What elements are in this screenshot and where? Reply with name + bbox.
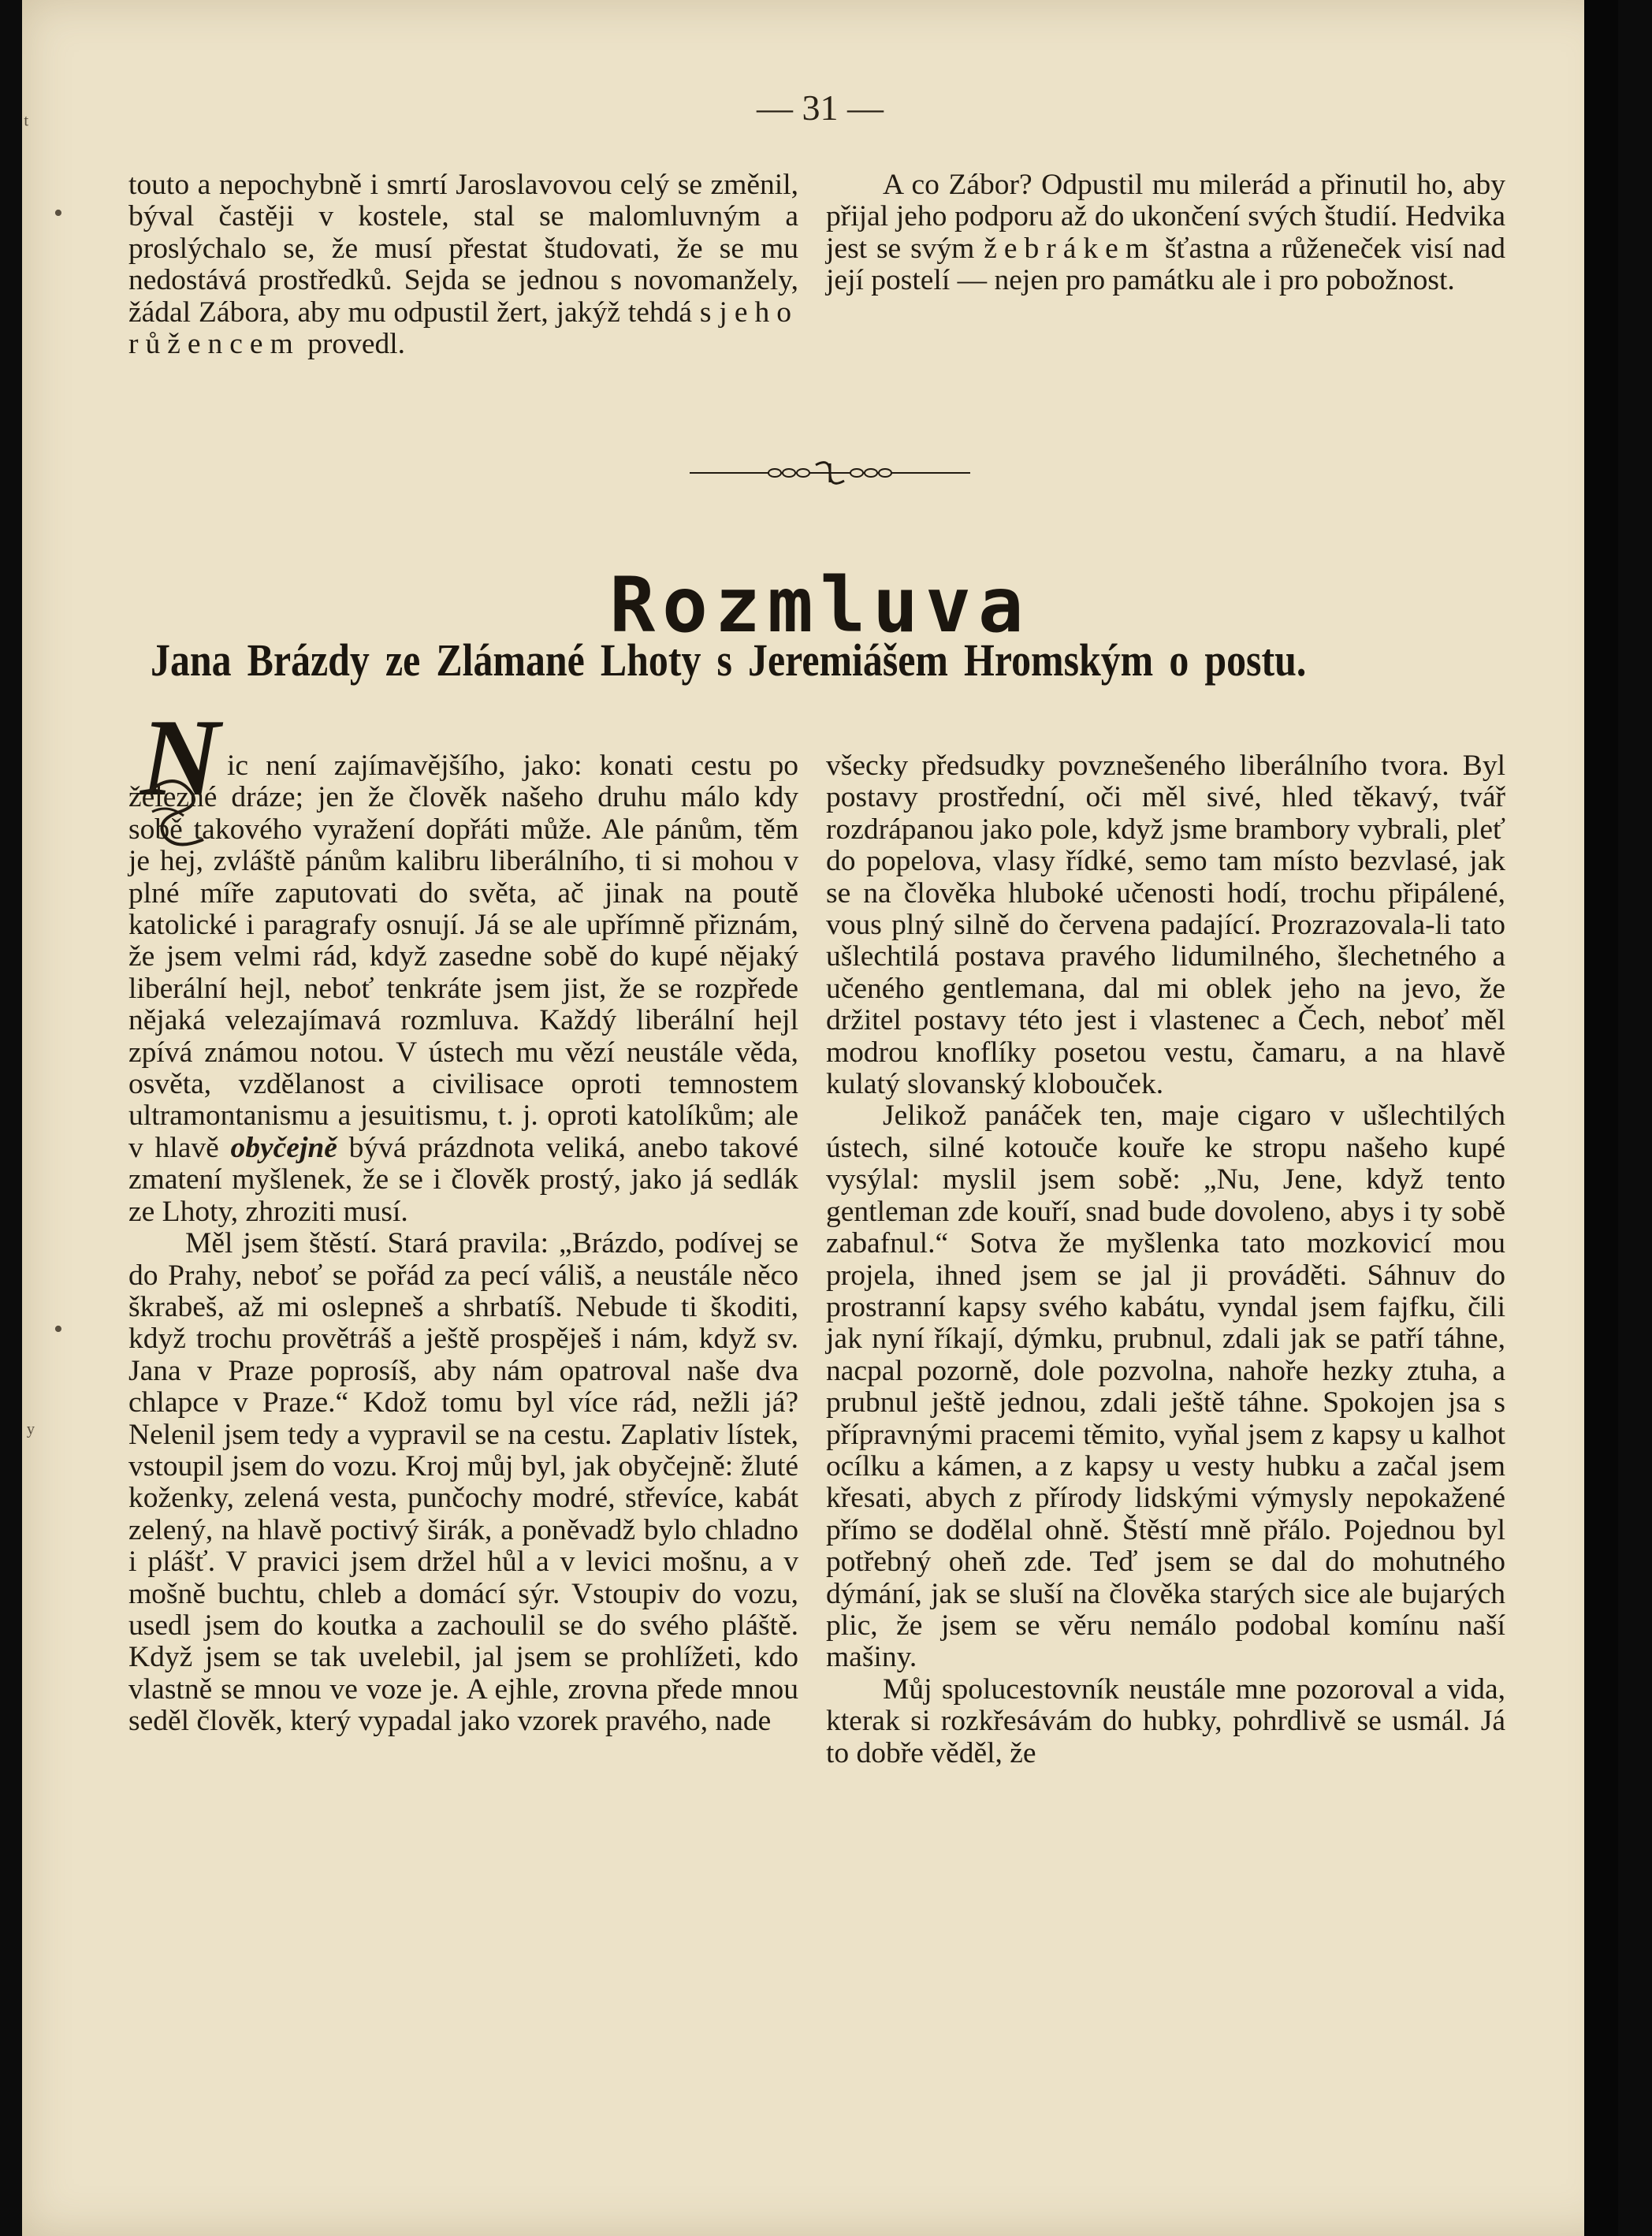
paragraph bbox=[128, 169, 798, 360]
spaced-word: žebrákem bbox=[984, 232, 1155, 265]
book-page bbox=[22, 0, 1618, 2236]
article-title: Rozmluva bbox=[609, 561, 1031, 649]
top-right-column bbox=[826, 169, 1505, 297]
paragraph: Měl jsem štěstí. Stará pravila: „Brázdo, podívej se do Prahy, neboť se pořád za pecí váliš, a neustále něco škrabeš, až mi oslepneš a shrbatíš. Nebude ti škoditi, když trochu provětráš a ještě prospěješ i nám, když sv. Jana v Praze poprosíš, aby nám opatroval naše dva chlapce v Praze.“ Kdož tomu byl více rád, nežli já? Nelenil jsem tedy a vypravil se na cestu. Zaplativ lístek, vstoupil jsem do vozu. Kroj můj byl, jak obyčejně: žluté koženky, zelená vesta, punčochy modré, střevíce, kabát zelený, na hlavě poctivý širák, a poněvadž bylo chladno i plášť. V pravici jsem držel hůl a v levici mošnu, a v mošně buchtu, chleb a domácí sýr. Vstoupiv do vozu, usedl jsem do koutka a zachoulil se do svého pláště. Když jsem se tak uvelebil, jal jsem se prohlížeti, kdo vlastně se mnou ve voze je. A ejhle, zrovna předе mnou seděl člověk, který vypadal jako vzorek pravého, nade bbox=[128, 1227, 798, 1738]
paragraph: Můj spolucestovník neustále mne pozoroval a vida, kterak si rozkřesávám do hubky, pohrdlivě se usmál. Já to dobře věděl, že bbox=[826, 1672, 1505, 1769]
article-subtitle: Jana Brázdy ze Zlámané Lhoty s Jeremiášem Hromským o postu. bbox=[151, 634, 1307, 686]
margin-mark: ʸ bbox=[27, 1419, 35, 1448]
section-divider-ornament bbox=[690, 459, 970, 487]
paragraph bbox=[826, 169, 1505, 297]
text-run: A co Zábor? Odpustil mu milerád a přinutil ho, aby přijal jeho podporu až do ukončení svých študií. Hedvika jest se svým bbox=[826, 169, 1505, 265]
top-left-column bbox=[128, 169, 798, 360]
left-column bbox=[128, 750, 798, 1738]
spaced-word: jeho bbox=[719, 296, 798, 329]
drop-cap: N bbox=[140, 697, 221, 819]
paragraph: Jelikož panáček ten, maje cigaro v ušlechtilých ústech, silné kotouče kouře ke stropu našeho kupé vysýlal: myslil jsem sobě: „Nu, Jene, když tento gentleman zde kouří, snad bude dovoleno, abys i ty sobě zabafnul.“ Sotva že myšlenka tato mozkovicí mou projela, ihned jsem se jal ji prováděti. Sáhnuv do prostranní kapsy svého kabátu, vyndal jsem fajfku, čili jak nyní říkají, dýmku, prubnul, zdali jak se patří táhne, nacpal pozorně, dole pozvolna, nahoře hezky ztuha, a prubnul ještě jednou, zdali ještě táhne. Spokojen jsa s přípravnými pracemi těmito, vyňal jsem z kapsy u kalhot ocílku a kámen, a z kapsy u vesty hubku a začal jsem křesati, abych z přírody lidskými výmysly nepokažené přímo se dodělal ohně. Štěstí mně přálo. Pojednou byl potřebný oheň zde. Teď jsem se dal do mohutného dýmání, jak se sluší na člověka starých sice ale bujarých plic, že jsem se věru nemálo podobal komínu naší mašiny. bbox=[826, 1099, 1505, 1674]
text-run: provedl. bbox=[307, 328, 406, 361]
page-number: — 31 — bbox=[757, 87, 884, 128]
paragraph bbox=[128, 750, 798, 1228]
margin-dot: • bbox=[54, 199, 63, 228]
margin-mark: ᵗ bbox=[24, 110, 29, 140]
text-run: ic není zajímavějšího, jako: konati cestu po železné dráze; jen že člověk našeho druhu málo kdy sobě takového vyražení dopřáti může. Ale pánům, těm je hej, zvláště pánům kalibru liberálního, ti si mohou v plné míře zaputovati do světa, ač jinak na poutě katolické i paragrafy osnují. Já se ale upřímně přiznám, že jsem velmi rád, když zasedne sobě do kupé nějaký liberální hejl, neboť tenkráte jsem jist, že se rozpřede nějaká velezajímavá rozmluva. Každý liberální hejl zpívá známou notou. V ústech mu vězí neustále věda, osvěta, vzdělanost a civilisace oproti temnostem ultramontanismu a jesuitismu, t. j. oproti katolíkům; ale v hlavě bbox=[128, 750, 798, 1164]
spaced-word: růžencem bbox=[128, 328, 300, 361]
scan-edge bbox=[1584, 0, 1618, 2236]
margin-dot: • bbox=[54, 1315, 63, 1344]
text-run: touto a nepochybně i smrtí Jaroslavovou celý se změnil, býval častěji v kostele, stal se malomluvným a proslýchalo se, že musí přestat študovati, že se mu nedostává prostředků. Sejda se jednou s novomanžely, žádal Zábora, aby mu odpustil žert, jakýž tehdá s bbox=[128, 169, 798, 329]
emphasis-word: obyčejně bbox=[230, 1131, 337, 1164]
text-run: bývá prázdnota veliká, anebo takové zmatení myšlenek, že se i člověk prostý, jako já sedlák ze Lhoty, zhroziti musí. bbox=[128, 1131, 798, 1228]
right-column bbox=[826, 750, 1505, 1769]
paragraph: všecky předsudky povznešeného liberálního tvora. Byl postavy prostřední, oči měl sivé, hled těkavý, tvář rozdrápanou jako pole, když jsme brambory vybrali, pleť do popelova, vlasy řídké, semo tam místo bezvlasé, jak se na člověka hluboké učenosti hodí, trochu připálené, vous plný silně do červena padající. Prozrazovala-li tato ušlechtilá postava pravého lidumilného, šlechetného a učeného gentlemana, dal mi oblek jeho na jevo, že držitel postavy této jest i vlastenec a Čech, neboť měl modrou knoflíky posetou vestu, čamaru, a na hlavě kulatý slovanský klobouček. bbox=[826, 750, 1505, 1101]
text-run: šťastna a růženeček visí nad její postelí — nejen pro památku ale i pro pobožnost. bbox=[826, 232, 1506, 297]
